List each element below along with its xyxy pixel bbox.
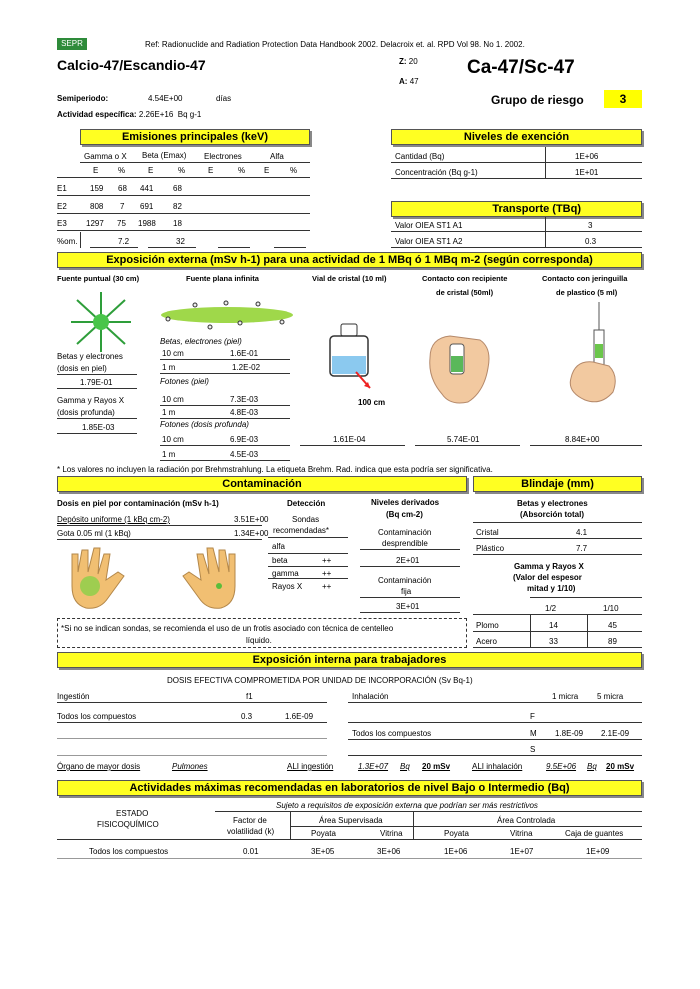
emis-cell: 1988 bbox=[138, 219, 156, 228]
point-source-icon bbox=[65, 290, 137, 354]
probe-value: ++ bbox=[322, 556, 332, 565]
labs-subject: Sujeto a requisitos de exposición externa que podrían ser más restrictivos bbox=[276, 801, 538, 810]
infinite-plane-icon bbox=[160, 293, 295, 333]
emis-cell: 808 bbox=[90, 202, 104, 211]
emis-cell: 1297 bbox=[86, 219, 104, 228]
shield-beta-title2: (Absorción total) bbox=[520, 510, 584, 519]
probe-label: gamma bbox=[272, 569, 299, 578]
risk-group-value: 3 bbox=[604, 90, 642, 108]
sepr-logo: SEPR bbox=[57, 38, 87, 50]
shielding-title: Blindaje (mm) bbox=[473, 476, 642, 492]
f1-label: f1 bbox=[246, 692, 253, 701]
derived-label: Contaminación bbox=[378, 528, 432, 537]
container-contact-icon bbox=[420, 318, 500, 408]
reference: Ref: Radionuclide and Radiation Protection Data Handbook 2002. Delacroix et. al. RPD Vol 98. No 1. 2002. bbox=[145, 40, 525, 49]
emis-sub: E bbox=[208, 166, 214, 175]
probe-value: ++ bbox=[322, 582, 332, 591]
ali-ingestion-unit: Bq bbox=[400, 762, 410, 771]
inhalation-label: Inhalación bbox=[352, 692, 389, 701]
ali-inhalation-dose: 20 mSv bbox=[606, 762, 635, 771]
exemption-value: 1E+01 bbox=[575, 168, 599, 177]
transport-label: Valor OIEA ST1 A1 bbox=[395, 221, 463, 230]
ali-inhalation-label: ALI inhalación bbox=[472, 762, 523, 771]
plane-value: 6.9E-03 bbox=[230, 435, 259, 444]
shield-value: 7.7 bbox=[576, 544, 588, 553]
emis-cell: 7 bbox=[120, 202, 125, 211]
transport-value: 3 bbox=[588, 221, 593, 230]
shield-value: 14 bbox=[549, 621, 558, 630]
labs-title: Actividades máximas recomendadas en laboratorios de nivel Bajo o Intermedio (Bq) bbox=[57, 780, 642, 796]
shield-value: 89 bbox=[608, 637, 617, 646]
skin-row-value: 1.34E+00 bbox=[234, 529, 269, 538]
labs-col: Vitrina bbox=[510, 829, 533, 838]
emis-cell: 691 bbox=[140, 202, 154, 211]
labs-supervised: Área Supervisada bbox=[319, 816, 383, 825]
emis-head-beta: Beta (Emax) bbox=[142, 151, 187, 160]
left-hand-icon bbox=[64, 546, 132, 612]
labs-row-value: 1E+07 bbox=[510, 847, 534, 856]
inh-value: 1.8E-09 bbox=[555, 729, 584, 738]
emis-sub: % bbox=[178, 166, 186, 175]
emis-cell: 18 bbox=[173, 219, 182, 228]
labs-col: Caja de guantes bbox=[565, 829, 624, 838]
exemption-title: Niveles de exención bbox=[391, 129, 642, 145]
emis-cell: 441 bbox=[140, 184, 154, 193]
inh-compounds: Todos los compuestos bbox=[352, 729, 432, 738]
shield-col: 1/2 bbox=[545, 604, 557, 613]
shield-gamma-title2: (Valor del espesor bbox=[513, 573, 582, 582]
emis-cell: 68 bbox=[118, 184, 127, 193]
point-gamma-label: Gamma y Rayos X bbox=[57, 396, 125, 405]
shield-col: 1/10 bbox=[603, 604, 619, 613]
shield-value: 33 bbox=[549, 637, 558, 646]
plane-photons-skin-label: Fotones (piel) bbox=[160, 377, 209, 386]
plane-dist: 1 m bbox=[162, 408, 176, 417]
point-beta-value: 1.79E-01 bbox=[80, 378, 113, 387]
half-life-unit: días bbox=[216, 94, 232, 103]
ext-col-point: Fuente puntual (30 cm) bbox=[57, 274, 140, 283]
detection-sub2: recomendadas* bbox=[273, 526, 330, 535]
half-life-value: 4.54E+00 bbox=[148, 94, 183, 103]
derived-title: Niveles derivados bbox=[371, 498, 440, 507]
ali-ingestion-dose: 20 mSv bbox=[422, 762, 451, 771]
labs-row-k: 0.01 bbox=[243, 847, 259, 856]
ali-inhalation-unit: Bq bbox=[587, 762, 597, 771]
risk-group-label: Grupo de riesgo bbox=[491, 93, 584, 107]
internal-subtitle: DOSIS EFECTIVA COMPROMETIDA POR UNIDAD DE INCORPORACIÓN (Sv Bq-1) bbox=[167, 676, 473, 685]
labs-col: Poyata bbox=[444, 829, 469, 838]
point-gamma-label2: (dosis profunda) bbox=[57, 408, 115, 417]
labs-state: ESTADO bbox=[116, 809, 149, 818]
plane-dist: 1 m bbox=[162, 363, 176, 372]
inh-type: S bbox=[530, 745, 536, 754]
emis-pct: 32 bbox=[176, 237, 185, 246]
inh-1-micron: 1 micra bbox=[552, 692, 579, 701]
ali-inhalation-value: 9.5E+06 bbox=[546, 762, 577, 771]
point-beta-label2: (dosis en piel) bbox=[57, 364, 107, 373]
emis-sub: E bbox=[264, 166, 270, 175]
shield-value: 4.1 bbox=[576, 528, 588, 537]
probe-label: beta bbox=[272, 556, 288, 565]
external-title: Exposición externa (mSv h-1) para una actividad de 1 MBq ó 1 MBq m-2 (según corresponda) bbox=[57, 252, 642, 268]
transport-label: Valor OIEA ST1 A2 bbox=[395, 237, 463, 246]
vial-value: 1.61E-04 bbox=[333, 435, 366, 444]
plane-value: 4.5E-03 bbox=[230, 450, 259, 459]
exemption-value: 1E+06 bbox=[575, 152, 599, 161]
plane-dist: 1 m bbox=[162, 450, 176, 459]
labs-row-label: Todos los compuestos bbox=[89, 847, 169, 856]
contamination-title: Contaminación bbox=[57, 476, 467, 492]
probe-label: alfa bbox=[272, 542, 285, 551]
shield-gamma-title: Gamma y Rayos X bbox=[514, 562, 584, 571]
vial-distance: 100 cm bbox=[358, 398, 386, 407]
container-value: 5.74E-01 bbox=[447, 435, 480, 444]
syringe-contact-icon bbox=[565, 300, 625, 410]
ext-col-container: Contacto con recipiente bbox=[422, 274, 508, 283]
inh-type: F bbox=[530, 712, 535, 721]
organ-value: Pulmones bbox=[172, 762, 208, 771]
half-life-label: Semiperiodo: bbox=[57, 94, 109, 103]
emis-sub: E bbox=[148, 166, 154, 175]
derived-label: fija bbox=[401, 587, 412, 596]
probe-note2: líquido. bbox=[246, 636, 272, 645]
labs-row-value: 3E+05 bbox=[311, 847, 335, 856]
emissions-title: Emisiones principales (keV) bbox=[80, 129, 310, 145]
labs-row-value: 1E+09 bbox=[586, 847, 610, 856]
labs-state2: FISICOQUÍMICO bbox=[97, 820, 159, 829]
labs-factor: Factor de bbox=[233, 816, 267, 825]
skin-row-label: Gota 0.05 ml (1 kBq) bbox=[57, 529, 131, 538]
derived-value: 2E+01 bbox=[396, 556, 420, 565]
emis-cell: 75 bbox=[117, 219, 126, 228]
ext-col-container-2: de cristal (50ml) bbox=[436, 288, 494, 297]
shield-material: Plástico bbox=[476, 544, 505, 553]
probe-label: Rayos X bbox=[272, 582, 303, 591]
derived-value: 3E+01 bbox=[396, 602, 420, 611]
z-number: Z: 20 bbox=[399, 57, 418, 66]
emis-head-electrons: Electrones bbox=[204, 152, 242, 161]
transport-value: 0.3 bbox=[585, 237, 597, 246]
ingestion-f1: 0.3 bbox=[241, 712, 253, 721]
derived-label: Contaminación bbox=[378, 576, 432, 585]
shield-material: Cristal bbox=[476, 528, 499, 537]
plane-value: 7.3E-03 bbox=[230, 395, 259, 404]
ext-col-plane: Fuente plana infinita bbox=[186, 274, 259, 283]
emis-row-label: E1 bbox=[57, 184, 67, 193]
ali-ingestion-value: 1.3E+07 bbox=[358, 762, 389, 771]
inh-type: M bbox=[530, 729, 537, 738]
plane-dist: 10 cm bbox=[162, 349, 184, 358]
plane-betas-label: Betas, electrones (piel) bbox=[160, 337, 242, 346]
ext-col-syringe: Contacto con jeringuilla bbox=[542, 274, 628, 283]
emis-cell: 68 bbox=[173, 184, 182, 193]
inh-value: 2.1E-09 bbox=[601, 729, 630, 738]
plane-value: 1.2E-02 bbox=[232, 363, 261, 372]
probe-note: *Si no se indican sondas, se recomienda el uso de un frotis asociado con técnica de centelleo bbox=[61, 624, 394, 633]
labs-factor2: volatilidad (k) bbox=[227, 827, 275, 836]
exemption-label: Concentración (Bq g-1) bbox=[395, 168, 478, 177]
plane-dist: 10 cm bbox=[162, 435, 184, 444]
internal-title: Exposición interna para trabajadores bbox=[57, 652, 642, 668]
shield-beta-title: Betas y electrones bbox=[517, 499, 588, 508]
point-gamma-value: 1.85E-03 bbox=[82, 423, 115, 432]
plane-value: 1.6E-01 bbox=[230, 349, 259, 358]
probe-value: ++ bbox=[322, 569, 332, 578]
ingestion-value: 1.6E-09 bbox=[285, 712, 314, 721]
plane-value: 4.8E-03 bbox=[230, 408, 259, 417]
syringe-value: 8.84E+00 bbox=[565, 435, 600, 444]
shield-gamma-title3: mitad y 1/10) bbox=[527, 584, 576, 593]
emis-head-gamma: Gamma o X bbox=[84, 152, 127, 161]
ingestion-label: Ingestión bbox=[57, 692, 90, 701]
right-hand-icon bbox=[175, 546, 243, 612]
specific-activity: Actividad específica: 2.26E+16 Bq g-1 bbox=[57, 110, 202, 119]
emis-pct: 7.2 bbox=[118, 237, 130, 246]
shield-material: Plomo bbox=[476, 621, 499, 630]
transport-title: Transporte (TBq) bbox=[391, 201, 642, 217]
derived-label: desprendible bbox=[382, 539, 428, 548]
emis-sub: % bbox=[290, 166, 298, 175]
labs-col: Poyata bbox=[311, 829, 336, 838]
derived-title2: (Bq cm-2) bbox=[386, 510, 423, 519]
labs-controlled: Área Controlada bbox=[497, 816, 556, 825]
external-note: * Los valores no incluyen la radiación por Brehmstrahlung. La etiqueta Brehm. Rad. indica que esta podría ser significativa. bbox=[57, 465, 493, 474]
shield-value: 45 bbox=[608, 621, 617, 630]
emis-cell: 159 bbox=[90, 184, 104, 193]
point-beta-label: Betas y electrones bbox=[57, 352, 123, 361]
exemption-label: Cantidad (Bq) bbox=[395, 152, 445, 161]
skin-row-label: Depósito uniforme (1 kBq cm-2) bbox=[57, 515, 170, 524]
inh-5-micron: 5 micra bbox=[597, 692, 624, 701]
plane-photons-deep-label: Fotones (dosis profunda) bbox=[160, 420, 249, 429]
emis-row-label: E3 bbox=[57, 219, 67, 228]
plane-dist: 10 cm bbox=[162, 395, 184, 404]
a-number: A: 47 bbox=[399, 77, 419, 86]
emis-sub: E bbox=[93, 166, 99, 175]
emis-head-alpha: Alfa bbox=[270, 152, 284, 161]
detection-sub1: Sondas bbox=[292, 515, 320, 524]
shield-material: Acero bbox=[476, 637, 497, 646]
emis-cell: 82 bbox=[173, 202, 182, 211]
detection-title: Detección bbox=[287, 499, 326, 508]
nuclide-symbol: Ca-47/Sc-47 bbox=[467, 57, 575, 78]
ali-ingestion-label: ALI ingestión bbox=[287, 762, 334, 771]
organ-label: Órgano de mayor dosis bbox=[57, 762, 141, 771]
emis-row-label: E2 bbox=[57, 202, 67, 211]
ingestion-row-label: Todos los compuestos bbox=[57, 712, 137, 721]
nuclide-title: Calcio-47/Escandio-47 bbox=[57, 57, 206, 73]
ext-col-vial: Vial de cristal (10 ml) bbox=[312, 274, 387, 283]
labs-col: Vitrina bbox=[380, 829, 403, 838]
ext-col-syringe-2: de plastico (5 ml) bbox=[556, 288, 618, 297]
skin-row-value: 3.51E+00 bbox=[234, 515, 269, 524]
emis-pct-label: %om. bbox=[57, 237, 78, 246]
emis-sub: % bbox=[118, 166, 126, 175]
glass-vial-icon bbox=[326, 322, 376, 392]
labs-row-value: 1E+06 bbox=[444, 847, 468, 856]
emis-sub: % bbox=[238, 166, 246, 175]
labs-row-value: 3E+06 bbox=[377, 847, 401, 856]
skin-dose-title: Dosis en piel por contaminación (mSv h-1) bbox=[57, 499, 219, 508]
